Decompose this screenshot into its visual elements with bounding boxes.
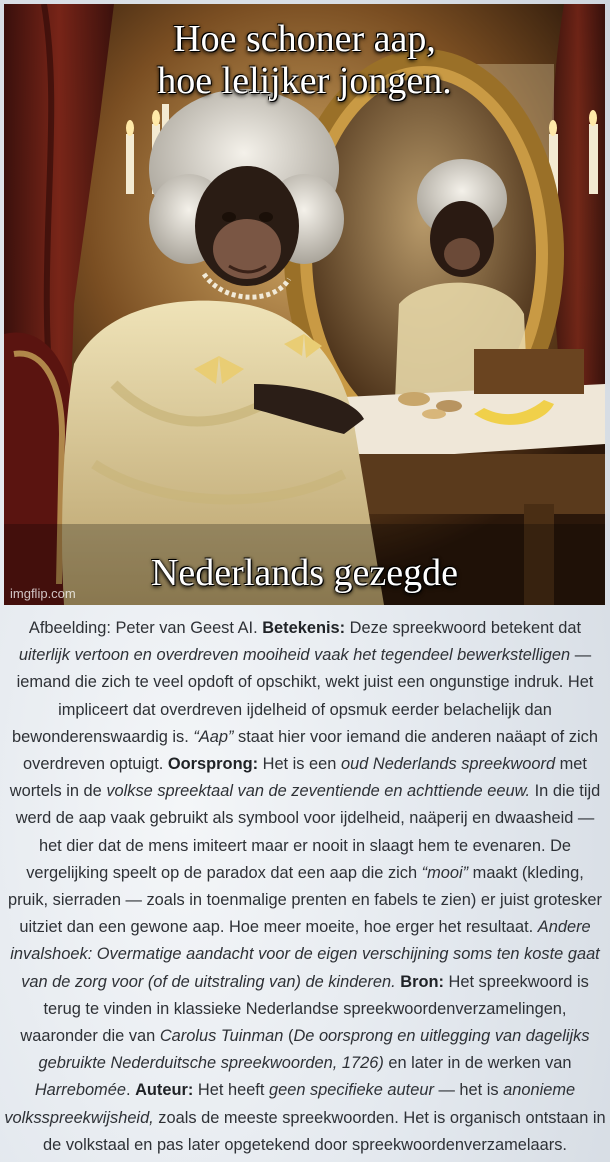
description-segment: zoals de meeste spreekwoorden. Het is organisch ontstaan in de volkstaal en pas later opgetekend door spreekwoordenverzamelaars.	[43, 1108, 606, 1154]
description-segment: (	[283, 1027, 294, 1046]
description-segment: oud Nederlands spreekwoord	[340, 755, 556, 774]
description-segment: “mooi”	[421, 863, 469, 882]
meme-caption-top-line-1: Hoe schoner aap,	[173, 18, 436, 60]
description-segment: — het is	[433, 1081, 504, 1100]
description-segment: In die tijd werd de aap vaak gebruikt als symbool voor ijdelheid, naäperij en dwaasheid — het dier dat de mens imiteert maar er nooit in slaagt hem te evenaren. De vergelijking speelt op de paradox dat een aap die zich	[15, 782, 601, 882]
description-segment: “Aap”	[193, 727, 234, 746]
description-segment: Het spreekwoord is terug te vinden in klassieke Nederlandse spreekwoordenverzamelingen, waaronder die van	[20, 972, 589, 1046]
description-segment: Deze spreekwoord betekent dat	[345, 619, 582, 637]
description-segment: volkse spreektaal van de zeventiende en achttiende eeuw.	[106, 782, 531, 801]
description-segment: geen specifieke auteur	[268, 1081, 434, 1100]
description-label: Oorsprong:	[167, 755, 259, 774]
description-segment: uiterlijk vertoon en overdreven mooiheid vaak het tegendeel bewerkstelligen	[18, 646, 571, 665]
description-segment: .	[125, 1081, 136, 1100]
description-segment: Harrebomée	[34, 1081, 126, 1100]
meme-caption-top	[4, 18, 605, 102]
description-segment: De oorsprong en uitlegging van dagelijks gebruikte Nederduitsche spreekwoorden, 1726)	[38, 1027, 590, 1073]
description-segment: staat hier voor iemand die anderen naäapt of zich overdreven optuigt.	[23, 727, 598, 774]
meme-caption-top-line-2: hoe lelijker jongen.	[157, 60, 452, 102]
description-label: Auteur:	[135, 1081, 194, 1100]
description-label: Betekenis:	[262, 619, 346, 637]
description-segment: maakt (kleding, pruik, sierraden — zoals in toenmalige prenten en fabels te zien) er juist grotesker uitziet dan een gewone aap. Hoe meer moeite, hoe erger het resultaat.	[7, 863, 602, 937]
description-segment: Afbeelding: Peter van Geest AI.	[28, 619, 263, 637]
imgflip-watermark: imgflip.com	[10, 586, 76, 601]
description-segment: met wortels in de	[9, 755, 587, 801]
description-segment: anonieme volksspreekwijsheid,	[4, 1081, 576, 1127]
meme-caption-bottom: Nederlands gezegde	[150, 552, 458, 594]
description-text	[4, 615, 606, 1159]
description-segment: — iemand die zich te veel opdoft of opschikt, wekt juist een ongunstige indruk. Het impliceert dat overdreven ijdelheid of opsmuk eerder belachelijk dan bewonderenswaardig is.	[12, 646, 594, 746]
description-segment: Het heeft	[193, 1081, 269, 1100]
description-segment: Carolus Tuinman	[159, 1027, 284, 1046]
description-segment: Andere invalshoek: Overmatige aandacht voor de eigen verschijning soms ten koste gaat van de zorg voor (of de uitstraling van) de kinderen.	[10, 918, 600, 991]
description-label: Bron:	[400, 972, 444, 991]
description-segment: en later in de werken van	[383, 1054, 572, 1073]
meme-image	[4, 4, 605, 605]
description-segment: Het is een	[258, 755, 341, 774]
